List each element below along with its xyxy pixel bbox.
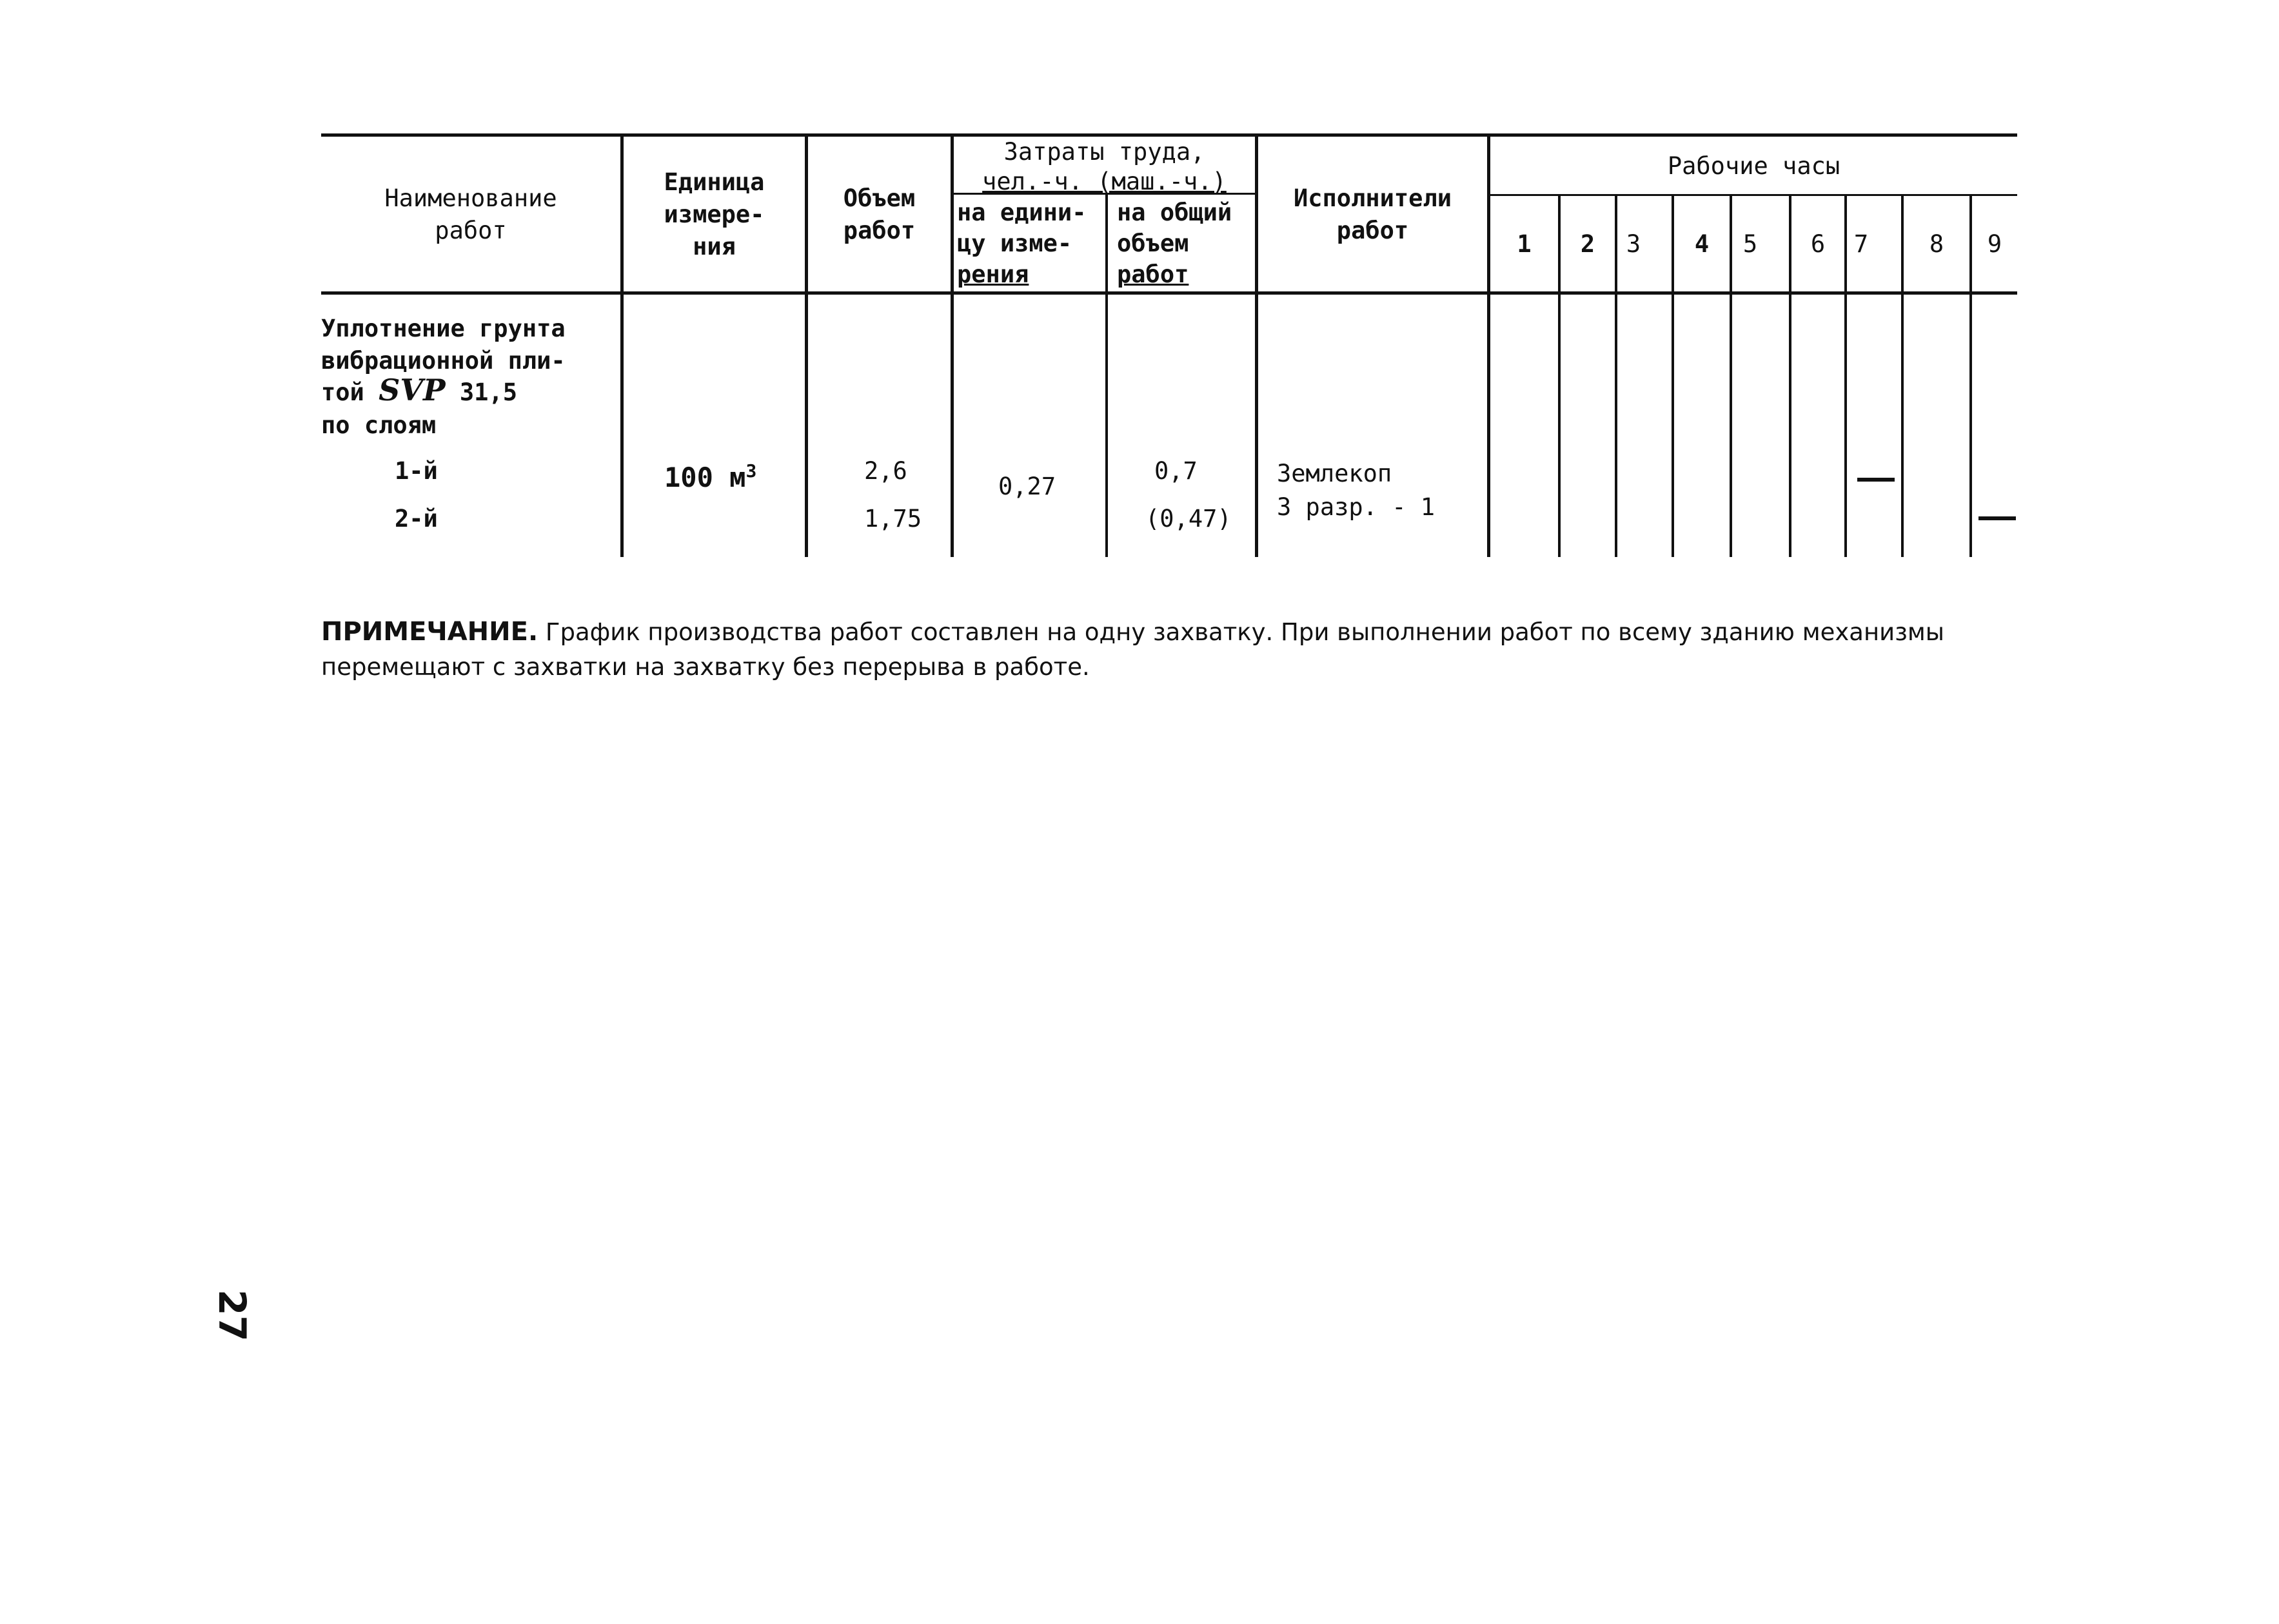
- header-work-name: Наименование работ: [384, 184, 557, 244]
- worker-grade-count: 3 разр. - 1: [1277, 493, 1435, 521]
- column-divider: [1105, 193, 1108, 557]
- header-working-hours: Рабочие часы: [1667, 152, 1840, 180]
- header-labor-units: чел.-ч. (маш.-ч.): [982, 168, 1227, 195]
- header-volume: Объем работ: [843, 184, 916, 244]
- header-unit: Единица измере- ния: [664, 168, 765, 260]
- volume-layer-2: 1,75: [864, 505, 922, 533]
- work-name-layers: по слоям: [321, 411, 437, 439]
- layer-1-label: 1-й: [395, 457, 438, 485]
- hour-label-6: 6: [1810, 230, 1826, 258]
- header-labor-per-unit: на едини- цу изме- рения: [957, 199, 1087, 288]
- page-number: 27: [210, 1289, 254, 1342]
- footnote: [321, 614, 2030, 685]
- column-divider: [1487, 134, 1490, 557]
- layer-2-label: 2-й: [395, 505, 438, 533]
- header-bottom-rule: [321, 291, 2017, 295]
- work-name-line-1: Уплотнение грунта: [321, 315, 566, 342]
- volume-layer-1: 2,6: [864, 457, 907, 485]
- header-labor-title: Затраты труда,: [1003, 138, 1205, 166]
- hour-label-5: 5: [1742, 230, 1758, 258]
- machine-model-handwritten: SVP: [379, 373, 446, 407]
- footnote-lead: ПРИМЕЧАНИЕ.: [321, 617, 538, 647]
- labor-per-unit-value: 0,27: [998, 473, 1056, 500]
- hour-label-3: 3: [1626, 230, 1641, 258]
- header-labor-total: на общий объем работ: [1117, 199, 1232, 288]
- schedule-bar-layer-2: [1978, 516, 2016, 520]
- hour-label-9: 9: [1987, 230, 2002, 258]
- labor-total-value: 0,7: [1154, 457, 1198, 485]
- schedule-bar-layer-1: [1857, 478, 1895, 482]
- hour-label-1: 1: [1517, 230, 1532, 258]
- hours-subheader-rule: [1490, 194, 2017, 196]
- hour-label-8: 8: [1929, 230, 1944, 258]
- header-workers: Исполнители работ: [1293, 184, 1452, 244]
- footnote-text: График производства работ составлен на одну захватку. При выполнении работ по всему зданию механизмы перемещают с захватки на захватку без перерыва в работе.: [321, 618, 1944, 681]
- hour-label-7: 7: [1853, 230, 1869, 258]
- unit-value: 100 $м^3$: [664, 460, 757, 493]
- labor-total-machine-value: (0,47): [1145, 505, 1232, 533]
- work-name-line-3: той SVP 31,5: [321, 373, 517, 407]
- hour-label-4: 4: [1694, 230, 1710, 258]
- hour-label-2: 2: [1580, 230, 1595, 258]
- work-name-line-2: вибрационной пли-: [321, 347, 566, 375]
- worker-profession: Землекоп: [1277, 460, 1392, 487]
